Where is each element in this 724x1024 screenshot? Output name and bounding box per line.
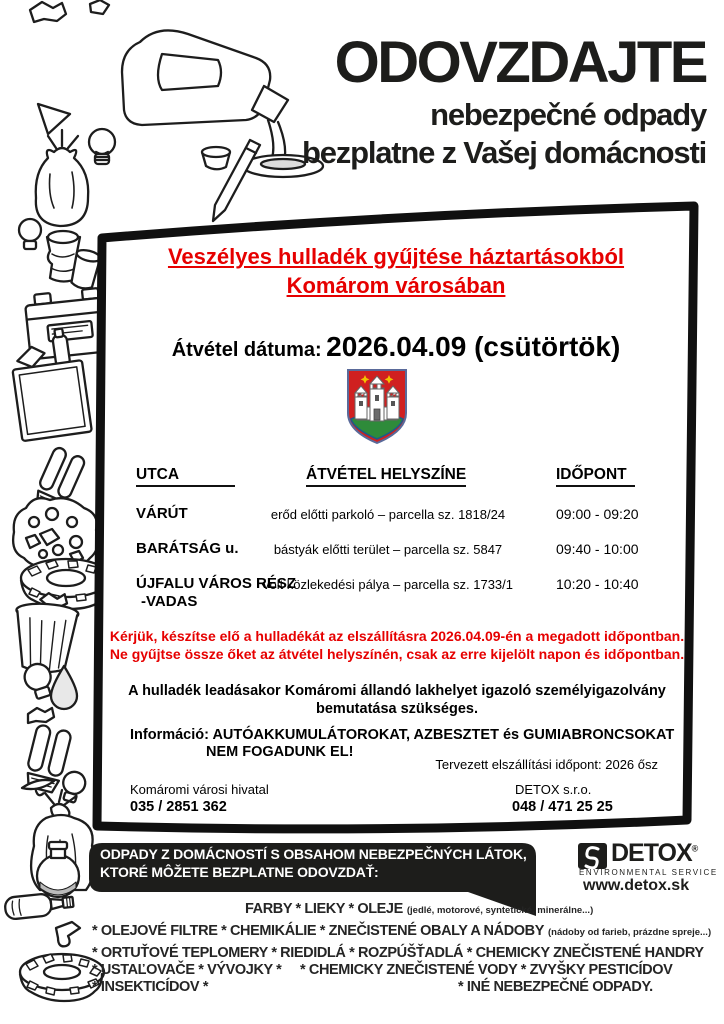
doodle-tied-bag-icon [36, 130, 88, 226]
planned-removal-date: Tervezett elszállítási időpont: 2026 ősz [435, 757, 658, 772]
table-row-street: BARÁTSÁG u. [136, 540, 239, 557]
notice-title-line1: Veszélyes hulladék gyűjtése háztartásokból [167, 244, 625, 269]
doodle-crumpled-paper-icon [28, 708, 54, 723]
waste-line-2: * OLEJOVÉ FILTRE * CHEMIKÁLIE * ZNEČISTENÉ OBALY A NÁDOBY (nádoby od farieb, prázdne spreje...) [92, 923, 712, 939]
pickup-date-value: 2026.04.09 (csütörtök) [326, 331, 621, 362]
waste-line-4b: * CHEMICKY ZNEČISTENÉ VODY * ZVYŠKY PESTICÍDOV [300, 962, 673, 978]
contact-right-name: DETOX s.r.o. [515, 782, 592, 797]
header [302, 30, 706, 170]
detox-url: www.detox.sk [583, 877, 690, 894]
banner-line2: KTORÉ MÔŽETE BEZPLATNE ODOVZDAŤ: [100, 864, 379, 880]
table-row-time: 09:40 - 10:00 [556, 541, 639, 557]
detox-s-monogram-icon [578, 843, 607, 869]
detox-wordmark: DETOX® [611, 839, 698, 867]
table-row-street: VÁRÚT [136, 505, 188, 522]
header-title: ODOVZDAJTE [334, 30, 706, 95]
registered-mark: ® [691, 843, 698, 854]
info-line1: Információ: AUTÓAKKUMULÁTOROKAT, AZBESZTET és GUMIABRONCSOKAT [130, 727, 675, 743]
schedule-table-header-idopont: IDŐPONT [556, 466, 635, 487]
doodle-crumpled-paper-icon [30, 0, 109, 22]
contact-left-name: Komáromi városi hivatal [130, 782, 269, 797]
notice-title [100, 243, 692, 300]
waste-line-1-note: (jedlé, motorové, syntetické, minerálne...) [406, 905, 594, 916]
waste-line-1: FARBY * LIEKY * OLEJE (jedlé, motorové, syntetické, minerálne...) [245, 901, 594, 917]
doodle-bulb-icon [19, 219, 41, 249]
pickup-date [100, 331, 692, 363]
contact-left-phone: 035 / 2851 362 [130, 799, 227, 815]
waste-line-3: * ORTUŤOVÉ TEPLOMERY * RIEDIDLÁ * ROZPÚŠŤADLÁ * CHEMICKY ZNEČISTENÉ HANDRY [92, 945, 704, 961]
warning-red-text: Kérjük, készítse elő a hulladékát az elszállításra 2026.04.09-én a megadott időpontban. Ne gyűjtse össze őket az átvétel helyszínén, csak az erre kijelölt napon és időpontban. [109, 628, 685, 663]
doodle-bulb-icon [89, 129, 115, 164]
table-row-location: volt közlekedési pálya – parcella sz. 1733/1 [262, 577, 514, 592]
table-row-street: ÚJFALU VÁROS RÉSZ [136, 575, 297, 592]
schedule-table-header-utca: UTCA [136, 466, 235, 487]
waste-line-5b: * INÉ NEBEZPEČNÉ ODPADY. [458, 979, 653, 995]
contact-right-phone: 048 / 471 25 25 [512, 799, 613, 815]
doodle-funnel-icon [56, 922, 80, 946]
table-row-location: bástyák előtti terület – parcella sz. 5847 [273, 542, 503, 557]
table-row-street-line2: -VADAS [141, 593, 198, 610]
pickup-date-label: Átvétel dátuma: [171, 339, 322, 361]
schedule-table-header-helyszin: ÁTVÉTEL HELYSZÍNE [306, 466, 466, 487]
info-line2: NEM FOGADUNK EL! [206, 744, 354, 760]
waste-line-5a: * INSEKTICÍDOV * [92, 979, 209, 995]
doodle-trash-bin-icon [12, 591, 79, 674]
header-subtitle-1: nebezpečné odpady [430, 97, 706, 132]
detox-tagline: ENVIRONMENTAL SERVICE [579, 868, 718, 877]
warning-black-text: A hulladék leadásakor Komáromi állandó lakhelyet igazoló személyigazolvány bemutatása szükséges. [128, 683, 666, 718]
notice-title-line2: Komárom városában [286, 272, 506, 298]
banner-line1: ODPADY Z DOMÁCNOSTÍ S OBSAHOM NEBEZPEČNÝCH LÁTOK, [100, 846, 527, 862]
table-row-location: erőd előtti parkoló – parcella sz. 1818/24 [270, 507, 506, 522]
table-row-time: 09:00 - 09:20 [556, 506, 639, 522]
header-subtitle-2: bezplatne z Vašej domácnosti [302, 135, 706, 170]
waste-line-2-note: (nádoby od farieb, prázdne spreje...) [548, 927, 712, 938]
doodle-cup-icon [202, 147, 230, 169]
table-row-time: 10:20 - 10:40 [556, 576, 639, 592]
waste-line-4a: * USTAĽOVAČE * VÝVOJKY * [92, 962, 282, 978]
doodle-triangle-shard-icon [38, 104, 70, 134]
komarom-coat-of-arms-icon [345, 367, 409, 447]
